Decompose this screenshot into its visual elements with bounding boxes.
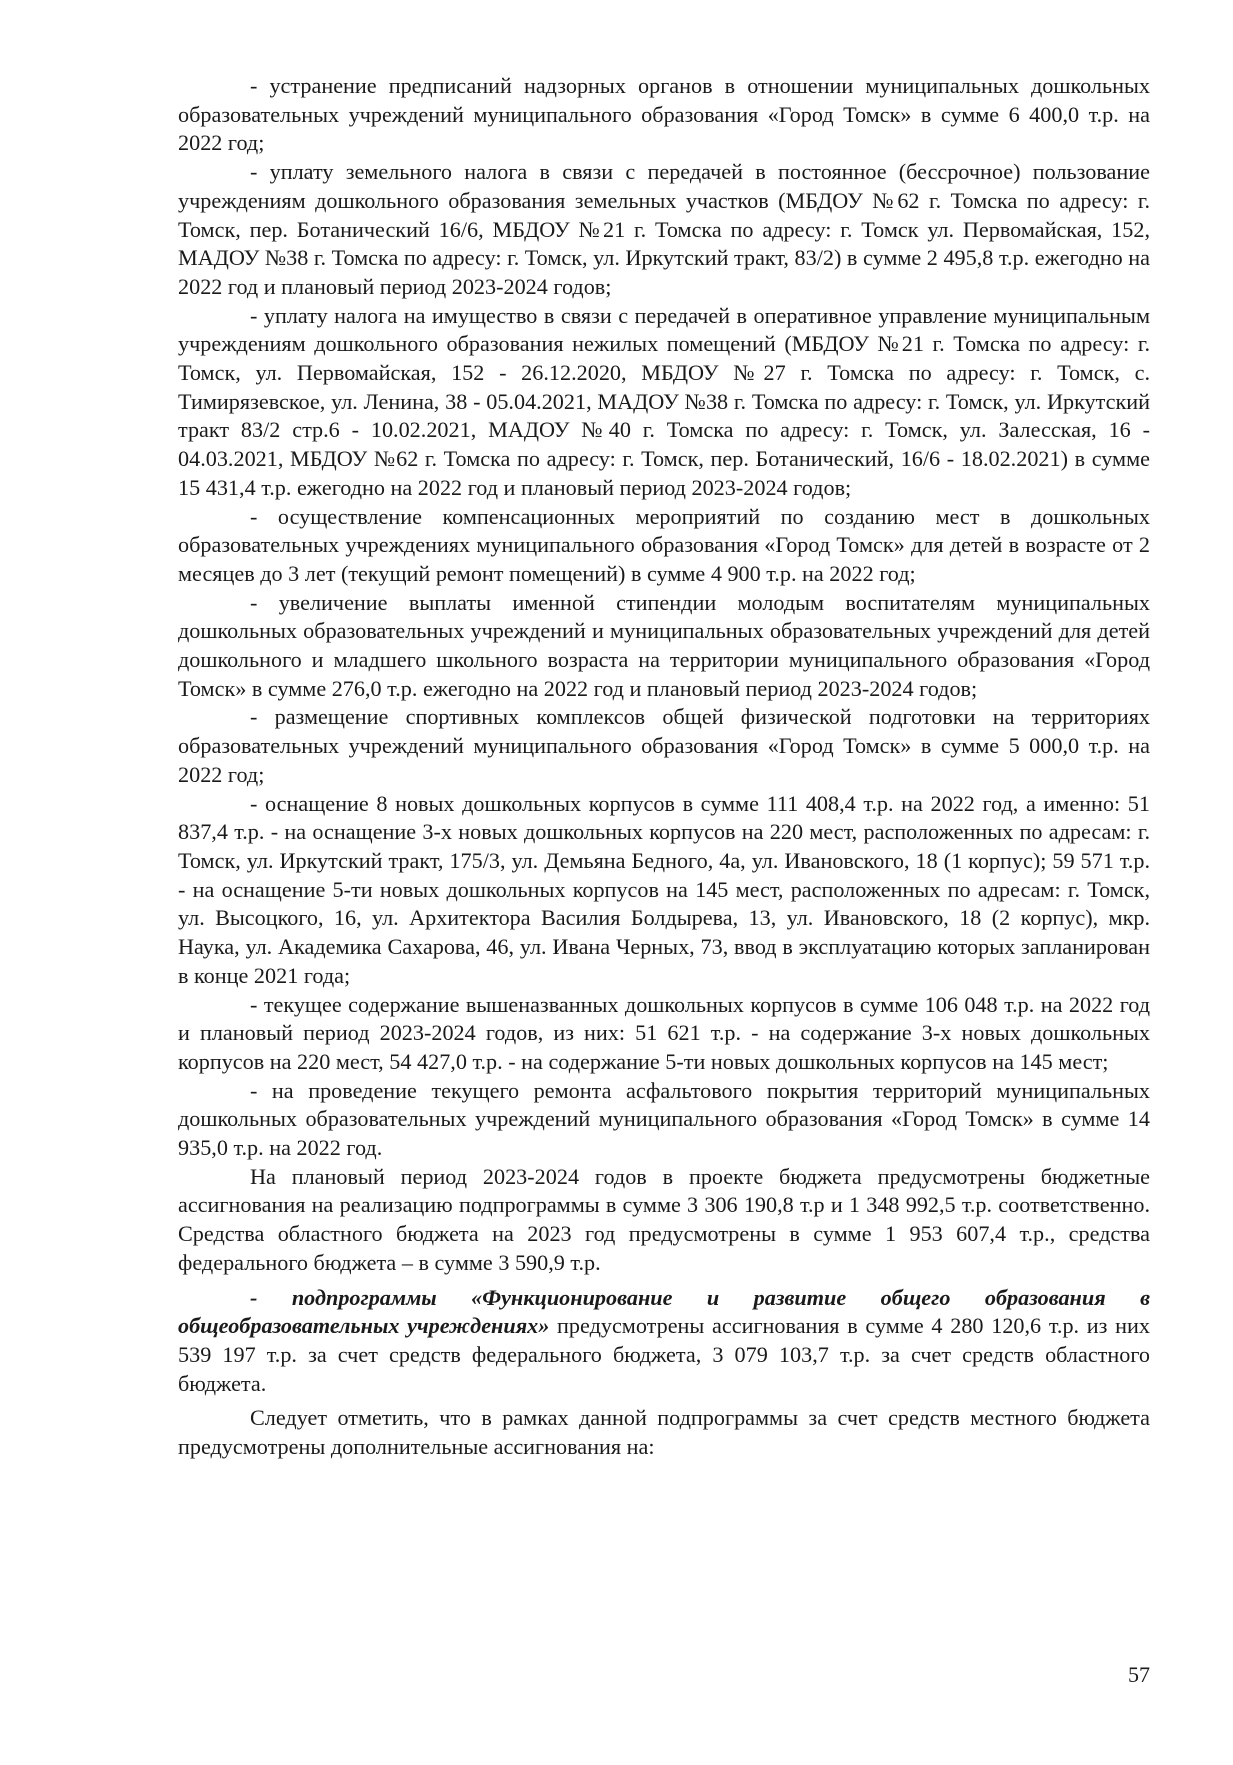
paragraph-additional-allocations: Следует отметить, что в рамках данной подпрограммы за счет средств местного бюджета предусмотрены дополнительные ассигнования на: — [178, 1405, 1150, 1460]
paragraph-sports-complexes: - размещение спортивных комплексов общей физической подготовки на территориях образовательных учреждений муниципального образования «Город Томск» в сумме 5 000,0 т.р. на 2022 год; — [178, 704, 1150, 787]
paragraph-equipment: - оснащение 8 новых дошкольных корпусов в сумме 111 408,4 т.р. на 2022 год, а именно: 51 837,4 т.р. - на оснащение 3-х новых дошкольных корпусов на 220 мест, расположенных по адресам: г. Томск, ул. Иркутский тракт, 175/3, ул. Демьяна Бедного, 4а, ул. Ивановского, 18 (1 корпус); 59 571 т.р. - на оснащение 5-ти новых дошкольных корпусов на 145 мест, расположенных по адресам: г. Томск, ул. Высоцкого, 16, ул. Архитектора Василия Болдырева, 13, ул. Ивановского, 18 (2 корпус), мкр. Наука, ул. Академика Сахарова, 46, ул. Ивана Черных, 73, ввод в эксплуатацию которых запланирован в конце 2021 года; — [178, 790, 1150, 988]
subprogram-title: - подпрограммы «Функционирование и развитие общего образования в общеобразовательных учреждениях» — [178, 1284, 1150, 1339]
page-number: 57 — [1128, 1662, 1150, 1687]
paragraph-compensation-measures: - осуществление компенсационных мероприятий по созданию мест в дошкольных образовательных учреждениях муниципального образования «Город Томск» для детей в возрасте от 2 месяцев до 3 лет (текущий ремонт помещений) в сумме 4 900 т.р. на 2022 год; — [178, 503, 1150, 586]
paragraph-planning-period: На плановый период 2023-2024 годов в проекте бюджета предусмотрены бюджетные ассигнования на реализацию подпрограммы в сумме 3 306 190,8 т.р и 1 348 992,5 т.р. соответственно. Средства областного бюджета на 2023 год предусмотрены в сумме 1 953 607,4 т.р., средства федерального бюджета – в сумме 3 590,9 т.р. — [178, 1163, 1150, 1275]
paragraph-stipend: - увеличение выплаты именной стипендии молодым воспитателям муниципальных дошкольных образовательных учреждений и муниципальных образовательных учреждений для детей дошкольного и младшего школьного возраста на территории муниципального образования «Город Томск» в сумме 276,0 т.р. ежегодно на 2022 год и плановый период 2023-2024 годов; — [178, 589, 1150, 701]
subprogram-text: предусмотрены ассигнования в сумме 4 280 120,6 т.р. из них 539 197 т.р. за счет средств федерального бюджета, 3 079 103,7 т.р. за счет средств областного бюджета. — [178, 1313, 1150, 1396]
body-text — [178, 72, 1150, 1462]
paragraph-maintenance: - текущее содержание вышеназванных дошкольных корпусов в сумме 106 048 т.р. на 2022 год и плановый период 2023-2024 годов, из них: 51 621 т.р. - на содержание 3-х новых дошкольных корпусов на 220 мест, 54 427,0 т.р. - на содержание 5-ти новых дошкольных корпусов на 145 мест; — [178, 991, 1150, 1074]
paragraph-general-education-subprogram — [178, 1284, 1150, 1399]
paragraph-prescriptions: - устранение предписаний надзорных органов в отношении муниципальных дошкольных образовательных учреждений муниципального образования «Город Томск» в сумме 6 400,0 т.р. на 2022 год; — [178, 73, 1150, 156]
paragraph-land-tax: - уплату земельного налога в связи с передачей в постоянное (бессрочное) пользование учреждениям дошкольного образования земельных участков (МБДОУ №62 г. Томска по адресу: г. Томск, пер. Ботанический 16/6, МБДОУ №21 г. Томска по адресу: г. Томск ул. Первомайская, 152, МАДОУ №38 г. Томска по адресу: г. Томск, ул. Иркутский тракт, 83/2) в сумме 2 495,8 т.р. ежегодно на 2022 год и плановый период 2023-2024 годов; — [178, 159, 1150, 299]
paragraph-asphalt-repair: - на проведение текущего ремонта асфальтового покрытия территорий муниципальных дошкольных образовательных учреждений муниципального образования «Город Томск» в сумме 14 935,0 т.р. на 2022 год. — [178, 1077, 1150, 1161]
paragraph-property-tax: - уплату налога на имущество в связи с передачей в оперативное управление муниципальным учреждениям дошкольного образования нежилых помещений (МБДОУ №21 г. Томска по адресу: г. Томск, ул. Первомайская, 152 - 26.12.2020, МБДОУ №27 г. Томска по адресу: г. Томск, с. Тимирязевское, ул. Ленина, 38 - 05.04.2021, МАДОУ №38 г. Томска по адресу: г. Томск, ул. Иркутский тракт 83/2 стр.6 - 10.02.2021, МАДОУ №40 г. Томска по адресу: г. Томск, ул. Залесская, 16 - 04.03.2021, МБДОУ №62 г. Томска по адресу: г. Томск, пер. Ботанический, 16/6 - 18.02.2021) в сумме 15 431,4 т.р. ежегодно на 2022 год и плановый период 2023-2024 годов; — [178, 302, 1150, 500]
